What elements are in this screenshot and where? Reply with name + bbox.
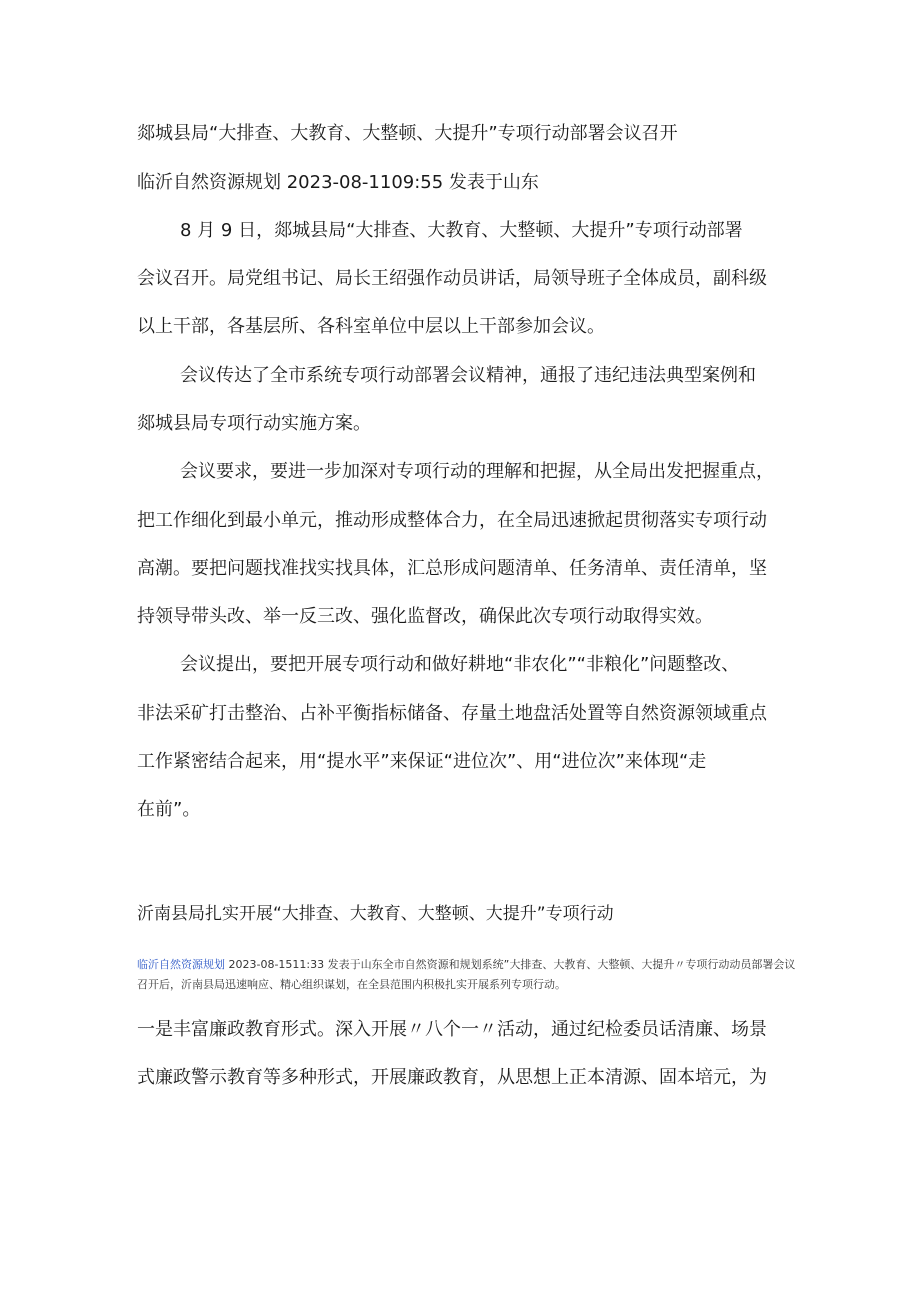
article2-source-link[interactable]: 临沂自然资源规划 bbox=[137, 958, 225, 971]
article1-line: 8 月 9 日，郯城县局“大排查、大教育、大整顿、大提升”专项行动部署 bbox=[180, 220, 743, 241]
article1-line: 工作紧密结合起来，用“提水平”来保证“进位次”、用“进位次”来体现“走 bbox=[137, 751, 707, 772]
article1-line: 持领导带头改、举一反三改、强化监督改，确保此次专项行动取得实效。 bbox=[137, 606, 713, 627]
article1-line: 把工作细化到最小单元，推动形成整体合力，在全局迅速掀起贯彻落实专项行动 bbox=[137, 510, 767, 531]
article1-line: 会议要求，要进一步加深对专项行动的理解和把握，从全局出发把握重点， bbox=[180, 461, 774, 482]
article1-title: 郯城县局“大排查、大教育、大整顿、大提升”专项行动部署会议召开 bbox=[137, 123, 678, 144]
article1-meta: 临沂自然资源规划 2023-08-1109:55 发表于山东 bbox=[137, 172, 539, 193]
article1-line: 以上干部，各基层所、各科室单位中层以上干部参加会议。 bbox=[137, 316, 605, 337]
article1-line: 高潮。要把问题找准找实找具体，汇总形成问题清单、任务清单、责任清单，坚 bbox=[137, 558, 767, 579]
article1-line: 非法采矿打击整治、占补平衡指标储备、存量土地盘活处置等自然资源领域重点 bbox=[137, 703, 767, 724]
article1-line: 在前”。 bbox=[137, 799, 201, 820]
article2-line: 式廉政警示教育等多种形式，开展廉政教育，从思想上正本清源、固本培元，为 bbox=[137, 1067, 767, 1088]
article2-line: 一是丰富廉政教育形式。深入开展〃八个一〃活动，通过纪检委员话清廉、场景 bbox=[137, 1019, 767, 1040]
article1-line: 会议传达了全市系统专项行动部署会议精神，通报了违纪违法典型案例和 bbox=[180, 365, 756, 386]
article2-meta bbox=[137, 955, 797, 995]
article1-line: 会议召开。局党组书记、局长王绍强作动员讲话，局领导班子全体成员，副科级 bbox=[137, 268, 767, 289]
article2-meta-text: 2023-08-1511:33 发表于山东全市自然资源和规划系统”大排查、大教育、大整顿、大提升〃专项行动动员部署会议召开后，沂南县局迅速响应、精心组织谋划，在全县范围内积极扎实开展系列专项行动。 bbox=[137, 958, 796, 991]
article1-line: 会议提出，要把开展专项行动和做好耕地“非农化”“非粮化”问题整改、 bbox=[180, 654, 740, 675]
article1-line: 郯城县局专项行动实施方案。 bbox=[137, 413, 371, 434]
article2-title: 沂南县局扎实开展“大排查、大教育、大整顿、大提升”专项行动 bbox=[137, 904, 614, 924]
